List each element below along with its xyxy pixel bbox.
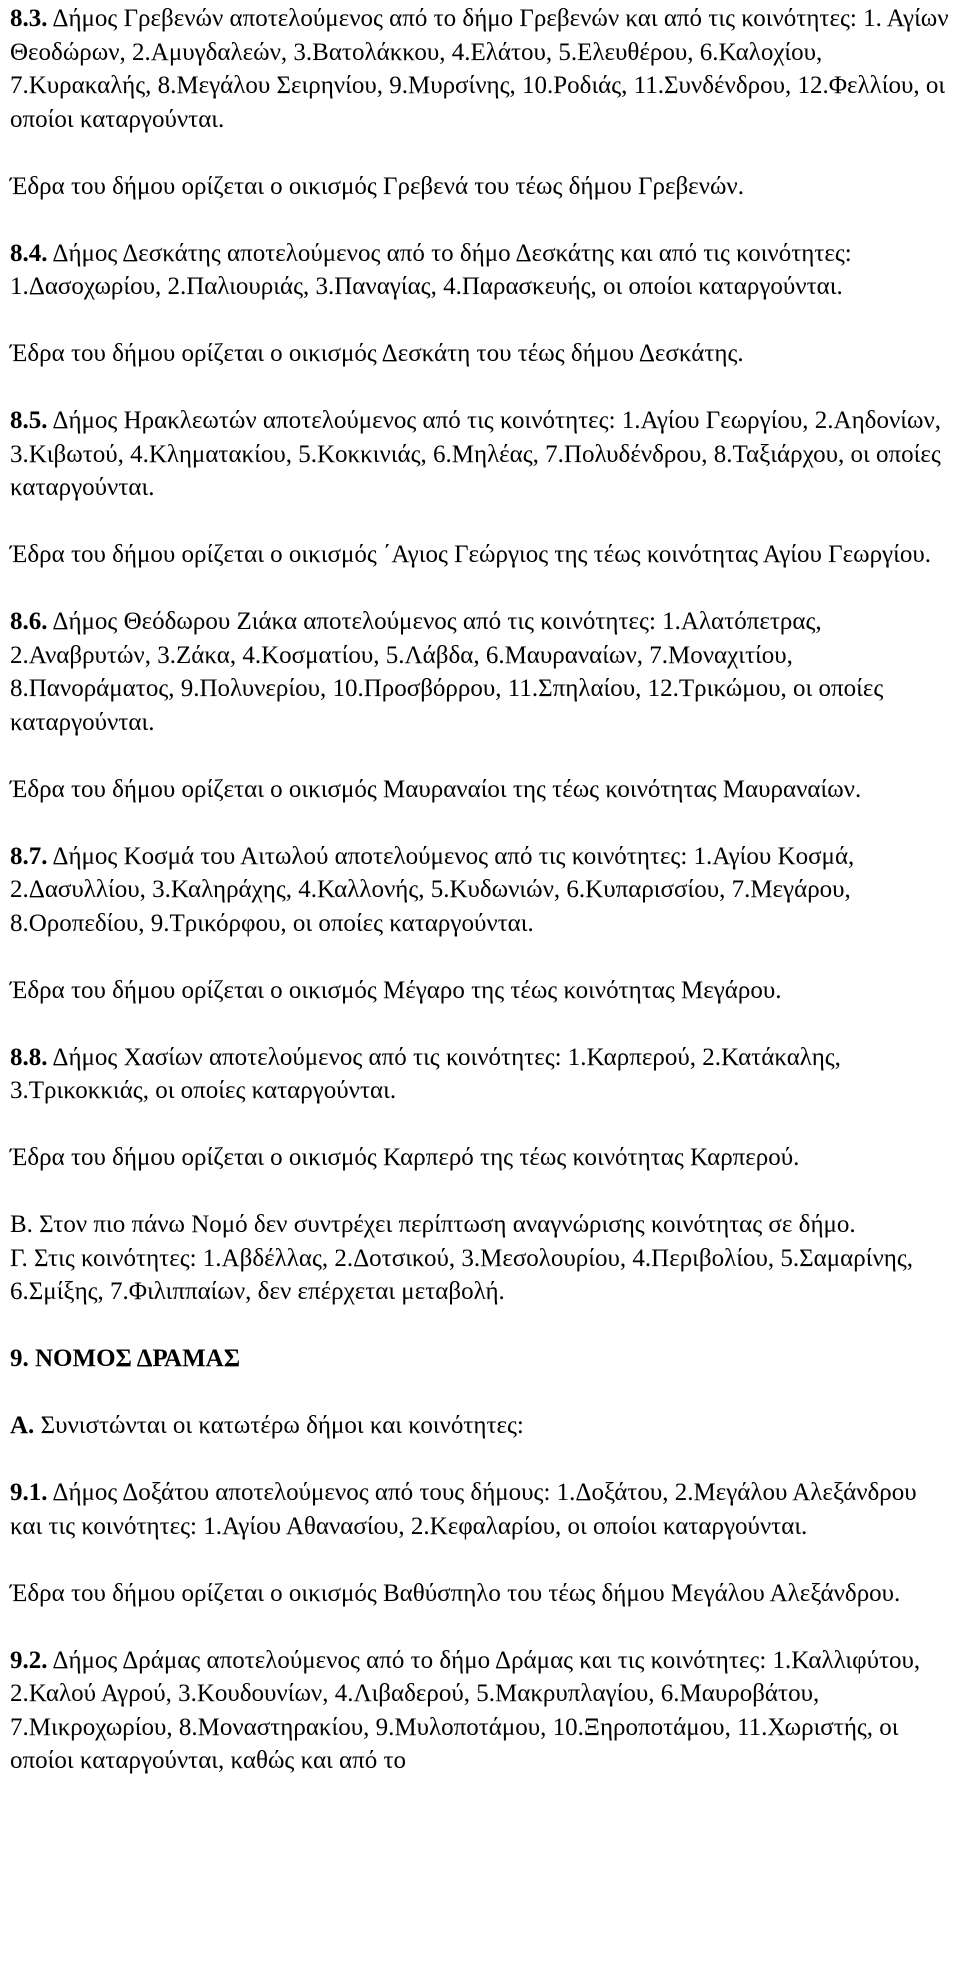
seat-paragraph xyxy=(10,170,950,204)
paragraph-text: Έδρα του δήμου ορίζεται ο οικισμός Μαυραναίοι της τέως κοινότητας Μαυραναίων. xyxy=(10,775,862,803)
section-heading: 9. ΝΟΜΟΣ ΔΡΑΜΑΣ xyxy=(10,1345,241,1372)
document-page xyxy=(10,2,950,1778)
paragraph-a xyxy=(10,1409,950,1443)
paragraph-8-7 xyxy=(10,840,950,941)
paragraph-text: Έδρα του δήμου ορίζεται ο οικισμός Βαθύσπηλο του τέως δήμου Μεγάλου Αλεξάνδρου. xyxy=(10,1579,901,1607)
paragraph-8-4 xyxy=(10,237,950,304)
section-number: 8.3. xyxy=(10,5,48,32)
paragraph-9-2 xyxy=(10,1644,950,1778)
section-heading-drama xyxy=(10,1342,950,1376)
paragraph-text: Β. Στον πιο πάνω Νομό δεν συντρέχει περίπτωση αναγνώρισης κοινότητας σε δήμο. xyxy=(10,1211,856,1238)
paragraph-text: Δήμος Δράμας αποτελούμενος από το δήμο Δράμας και τις κοινότητες: 1.Καλλιφύτου, 2.Καλού Αγρού, 3.Κουδουνίων, 4.Λιβαδερού, 5.Μακρυπλαγίου, 6.Μαυροβάτου, 7.Μικροχωρίου, 8.Μοναστηρακίου, 9.Μυλοποτάμου, 10.Ξηροποτάμου, 11.Χωριστής, οι οποίοι καταργούνται, καθώς και από το xyxy=(10,1646,921,1774)
paragraph-8-3 xyxy=(10,2,950,136)
paragraph-text: Δήμος Κοσμά του Αιτωλού αποτελούμενος από τις κοινότητες: 1.Αγίου Κοσμά, 2.Δασυλλίου, 3.Καληράχης, 4.Καλλονής, 5.Κυδωνιών, 6.Κυπαρισσίου, 7.Μεγάρου, 8.Οροπεδίου, 9.Τρικόρφου, οι οποίες καταργούνται. xyxy=(10,842,855,937)
paragraph-text: Δήμος Δοξάτου αποτελούμενος από τους δήμους: 1.Δοξάτου, 2.Μεγάλου Αλεξάνδρου και τις κοινότητες: 1.Αγίου Αθανασίου, 2.Κεφαλαρίου, οι οποίοι καταργούνται. xyxy=(10,1479,917,1540)
paragraph-8-6 xyxy=(10,605,950,739)
paragraph-text: Συνιστώνται οι κατωτέρω δήμοι και κοινότητες: xyxy=(34,1412,524,1439)
section-number: 9.1. xyxy=(10,1479,48,1506)
paragraph-text: Έδρα του δήμου ορίζεται ο οικισμός Γρεβενά του τέως δήμου Γρεβενών. xyxy=(10,172,744,200)
paragraph-9-1 xyxy=(10,1476,950,1543)
section-number: 8.7. xyxy=(10,842,48,870)
paragraph-text: Δήμος Δεσκάτης αποτελούμενος από το δήμο Δεσκάτης και από τις κοινότητες: 1.Δασοχωρίου, 2.Παλιουριάς, 3.Παναγίας, 4.Παρασκευής, οι οποίοι καταργούνται. xyxy=(10,239,852,300)
seat-paragraph xyxy=(10,974,950,1008)
seat-paragraph xyxy=(10,1141,950,1175)
section-number: 8.4. xyxy=(10,239,48,267)
paragraph-text: Έδρα του δήμου ορίζεται ο οικισμός ΄Αγιος Γεώργιος της τέως κοινότητας Αγίου Γεωργίου. xyxy=(10,541,931,568)
paragraph-b xyxy=(10,1208,950,1242)
seat-paragraph xyxy=(10,337,950,371)
section-number: 8.8. xyxy=(10,1043,48,1071)
paragraph-text: Δήμος Ηρακλεωτών αποτελούμενος από τις κοινότητες: 1.Αγίου Γεωργίου, 2.Αηδονίων, 3.Κιβωτού, 4.Κληματακίου, 5.Κοκκινιάς, 6.Μηλέας, 7.Πολυδένδρου, 8.Ταξιάρχου, οι οποίες καταργούνται. xyxy=(10,407,941,501)
paragraph-text: Έδρα του δήμου ορίζεται ο οικισμός Μέγαρο της τέως κοινότητας Μεγάρου. xyxy=(10,976,782,1004)
paragraph-text: Γ. Στις κοινότητες: 1.Αβδέλλας, 2.Δοτσικού, 3.Μεσολουρίου, 4.Περιβολίου, 5.Σαμαρίνης, 6.Σμίξης, 7.Φιλιππαίων, δεν επέρχεται μεταβολή. xyxy=(10,1244,913,1305)
paragraph-8-5 xyxy=(10,404,950,505)
paragraph-text: Δήμος Χασίων αποτελούμενος από τις κοινότητες: 1.Καρπερού, 2.Κατάκαλης, 3.Τρικοκκιάς, οι οποίες καταργούνται. xyxy=(10,1043,841,1104)
paragraph-text: Έδρα του δήμου ορίζεται ο οικισμός Καρπερό της τέως κοινότητας Καρπερού. xyxy=(10,1144,800,1171)
seat-paragraph xyxy=(10,773,950,807)
section-number: 8.5. xyxy=(10,407,48,434)
paragraph-text: Έδρα του δήμου ορίζεται ο οικισμός Δεσκάτη του τέως δήμου Δεσκάτης. xyxy=(10,340,744,367)
paragraph-text: Δήμος Θεόδωρου Ζιάκα αποτελούμενος από τις κοινότητες: 1.Αλατόπετρας, 2.Αναβρυτών, 3.Ζάκα, 4.Κοσματίου, 5.Λάβδα, 6.Μαυραναίων, 7.Μοναχιτίου, 8.Πανοράματος, 9.Πολυνερίου, 10.Προσβόρρου, 11.Σπηλαίου, 12.Τρικώμου, οι οποίες καταργούνται. xyxy=(10,608,884,736)
section-number: Α. xyxy=(10,1412,35,1439)
section-number: 8.6. xyxy=(10,608,48,635)
section-number: 9.2. xyxy=(10,1646,48,1674)
seat-paragraph xyxy=(10,1577,950,1611)
paragraph-8-8 xyxy=(10,1041,950,1108)
paragraph-g xyxy=(10,1242,950,1309)
seat-paragraph xyxy=(10,538,950,572)
paragraph-text: Δήμος Γρεβενών αποτελούμενος από το δήμο Γρεβενών και από τις κοινότητες: 1. Αγίων Θεοδώρων, 2.Αμυγδαλεών, 3.Βατολάκκου, 4.Ελάτου, 5.Ελευθέρου, 6.Καλοχίου, 7.Κυρακαλής, 8.Μεγάλου Σειρηνίου, 9.Μυρσίνης, 10.Ροδιάς, 11.Συνδένδρου, 12.Φελλίου, οι οποίοι καταργούνται. xyxy=(10,5,949,133)
